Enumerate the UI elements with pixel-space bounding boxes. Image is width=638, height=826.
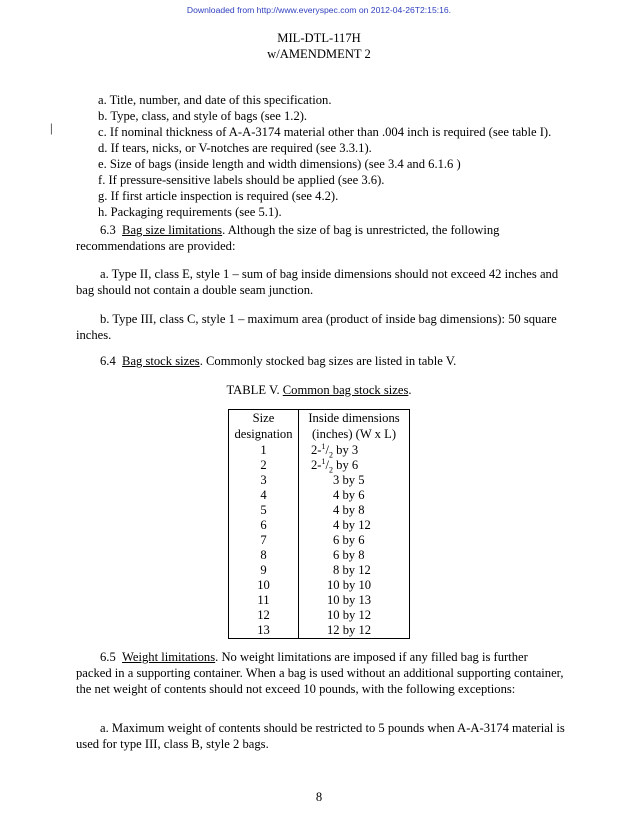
section-6-3-item-b [76, 311, 566, 343]
frac-whole: 2- [311, 443, 322, 457]
list-item: d. If tears, nicks, or V-notches are required (see 3.3.1). [98, 141, 372, 155]
section-number: 6.4 [100, 354, 116, 368]
header-line: Size [252, 411, 275, 425]
table-row [229, 548, 410, 563]
table-row [229, 593, 410, 608]
section-6-3-item-a [76, 266, 566, 298]
table-caption-suffix: . [408, 383, 412, 397]
table-caption-title: Common bag stock sizes [282, 383, 409, 397]
table-caption-prefix: TABLE V. [226, 383, 283, 397]
size-cell: 9 [229, 563, 299, 578]
dims-cell: 6 by 8 [299, 548, 410, 563]
bag-stock-sizes-table [228, 409, 410, 639]
download-banner: Downloaded from http://www.everyspec.com on 2012-04-26T2:15:16. [186, 5, 452, 15]
col-size-header [229, 410, 299, 444]
dims-cell: 4 by 6 [299, 488, 410, 503]
section-text: . No weight limitations are imposed if any filled bag is further packed in a supporting container. When a bag is used without an additional supporting container, the net weight of contents should not exceed 10 pounds, with the following exceptions: [76, 650, 564, 696]
dims-cell: 8 by 12 [299, 563, 410, 578]
change-bar: | [50, 121, 53, 135]
page-number: 8 [315, 790, 323, 804]
dims-cell [299, 443, 410, 458]
table-row [229, 608, 410, 623]
dims-cell: 10 by 12 [299, 608, 410, 623]
size-cell: 6 [229, 518, 299, 533]
table-row [229, 443, 410, 458]
section-title: Weight limitations [122, 650, 216, 664]
frac-num: 1 [321, 441, 326, 451]
section-title: Bag size limitations [122, 223, 223, 237]
size-cell: 12 [229, 608, 299, 623]
section-title: Bag stock sizes [122, 354, 200, 368]
header-line: designation [234, 427, 293, 441]
table-row [229, 578, 410, 593]
paragraph: a. Maximum weight of contents should be restricted to 5 pounds when A-A-3174 material is used for type III, class B, style 2 bags. [76, 721, 565, 751]
section-number: 6.5 [100, 650, 116, 664]
dims-cell: 10 by 13 [299, 593, 410, 608]
dims-cell: 10 by 10 [299, 578, 410, 593]
frac-sep: / [325, 443, 329, 457]
section-text: . Commonly stocked bag sizes are listed in table V. [199, 354, 457, 368]
section-6-5 [76, 649, 566, 697]
frac-num: 1 [321, 456, 326, 466]
dims-text: by 3 [333, 443, 359, 457]
size-cell: 3 [229, 473, 299, 488]
table-caption [0, 382, 638, 398]
table-row [229, 533, 410, 548]
dims-cell [299, 458, 410, 473]
size-cell: 11 [229, 593, 299, 608]
dims-text: by 6 [333, 458, 359, 472]
list-item: e. Size of bags (inside length and width dimensions) (see 3.4 and 6.1.6 ) [98, 157, 461, 171]
size-cell: 2 [229, 458, 299, 473]
frac-sep: / [325, 458, 329, 472]
dims-cell: 6 by 6 [299, 533, 410, 548]
fraction [311, 456, 333, 475]
amendment-header: w/AMENDMENT 2 [267, 47, 371, 61]
frac-den: 2 [329, 465, 333, 475]
dims-cell: 4 by 12 [299, 518, 410, 533]
section-text: . Although the size of bag is unrestricted, the following recommendations are provided: [76, 223, 500, 253]
dims-cell: 3 by 5 [299, 473, 410, 488]
fraction [311, 441, 333, 460]
table-row [229, 488, 410, 503]
size-cell: 8 [229, 548, 299, 563]
table-row [229, 473, 410, 488]
size-cell: 13 [229, 623, 299, 639]
table-row [229, 458, 410, 473]
list-item: h. Packaging requirements (see 5.1). [98, 205, 282, 219]
paragraph: b. Type III, class C, style 1 – maximum area (product of inside bag dimensions): 50 square inches. [76, 312, 557, 342]
list-item: b. Type, class, and style of bags (see 1.2). [98, 109, 308, 123]
section-6-4 [76, 353, 566, 369]
table-row [229, 518, 410, 533]
header-line: (inches) (W x L) [311, 427, 397, 441]
table-header-row [229, 410, 410, 444]
table-row [229, 503, 410, 518]
table-row [229, 623, 410, 639]
section-6-3 [76, 222, 566, 254]
doc-id-header: MIL-DTL-117H [277, 31, 361, 45]
size-cell: 5 [229, 503, 299, 518]
table-row [229, 563, 410, 578]
list-item: a. Title, number, and date of this specification. [98, 93, 332, 107]
frac-den: 2 [329, 450, 333, 460]
list-item: g. If first article inspection is required (see 4.2). [98, 189, 339, 203]
paragraph: a. Type II, class E, style 1 – sum of bag inside dimensions should not exceed 42 inches and bag should not contain a double seam junction. [76, 267, 559, 297]
dims-cell: 12 by 12 [299, 623, 410, 639]
section-number: 6.3 [100, 223, 116, 237]
col-dims-header [299, 410, 410, 444]
size-cell: 7 [229, 533, 299, 548]
header-line: Inside dimensions [308, 411, 400, 425]
size-cell: 1 [229, 443, 299, 458]
list-item: c. If nominal thickness of A-A-3174 material other than .004 inch is required (see table I). [98, 125, 552, 139]
ordering-data-list [98, 92, 598, 220]
size-cell: 10 [229, 578, 299, 593]
dims-cell: 4 by 8 [299, 503, 410, 518]
list-item: f. If pressure-sensitive labels should be applied (see 3.6). [98, 173, 385, 187]
frac-whole: 2- [311, 458, 322, 472]
size-cell: 4 [229, 488, 299, 503]
section-6-5-item-a [76, 720, 566, 752]
